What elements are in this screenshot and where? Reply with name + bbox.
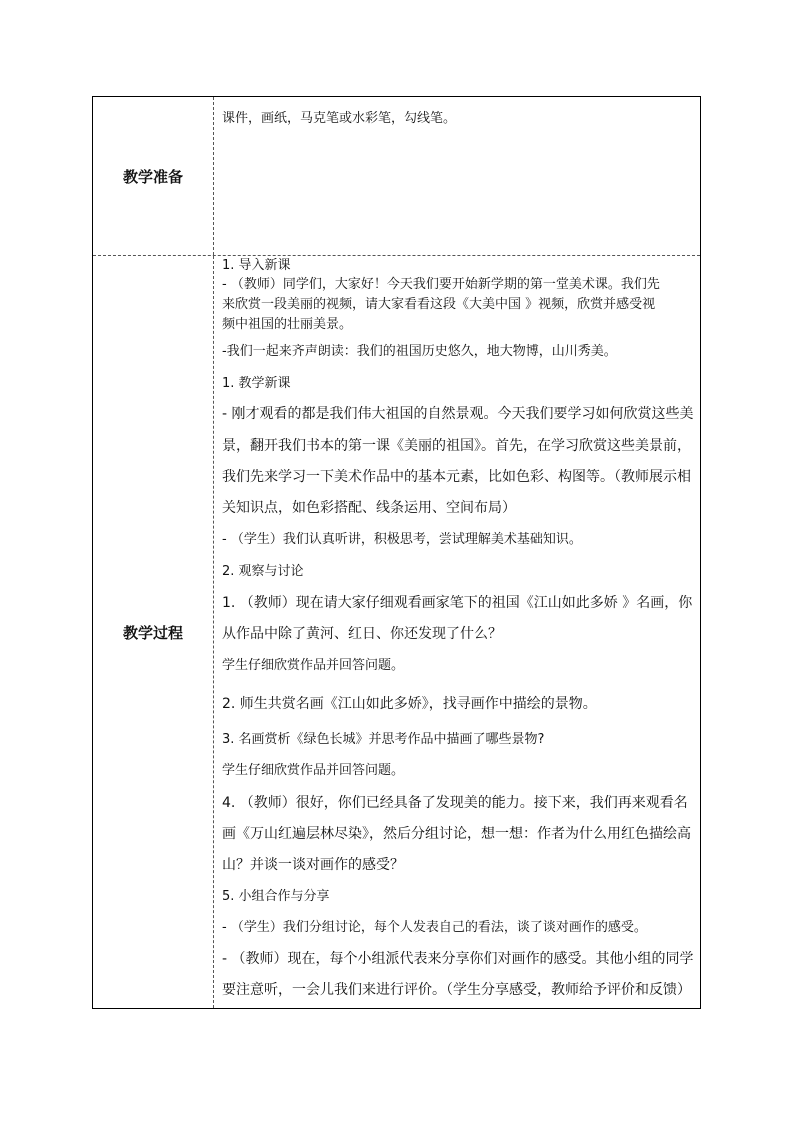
process-line: 1. 教学新课 — [222, 376, 291, 391]
process-line: 来欣赏一段美丽的视频，请大家看看这段《大美中国 》视频，欣赏并感受视 — [222, 297, 656, 312]
teaching-process-label: 教学过程 — [93, 256, 214, 1008]
process-line: 3. 名画赏析《绿色长城》并思考作品中描画了哪些景物? — [222, 732, 545, 747]
process-line: 景，翻开我们书本的第一课《美丽的祖国》。首先，在学习欣赏这些美景前， — [222, 438, 691, 454]
process-line: 频中祖国的壮丽美景。 — [222, 317, 353, 332]
process-line: 学生仔细欣赏作品并回答问题。 — [222, 658, 405, 673]
teaching-process-cell — [214, 256, 700, 1008]
process-line: 1. （教师）现在请大家仔细观看画家笔下的祖国《江山如此多娇 》名画，你 — [222, 595, 693, 611]
process-line: -我们一起来齐声朗读：我们的祖国历史悠久，地大物博，山川秀美。 — [222, 344, 617, 359]
teaching-process-row — [93, 256, 700, 1008]
process-line: 关知识点，如色彩搭配、线条运用、空间布局） — [222, 500, 516, 516]
process-line: - （教师）现在，每个小组派代表来分享你们对画作的感受。其他小组的同学 — [222, 951, 694, 967]
process-line: 1. 导入新课 — [222, 258, 291, 273]
teaching-preparation-row — [93, 97, 700, 256]
process-line: 2. 师生共赏名画《江山如此多娇》，找寻画作中描绘的景物。 — [222, 696, 597, 712]
process-line: - 刚才观看的都是我们伟大祖国的自然景观。今天我们要学习如何欣赏这些美 — [222, 406, 694, 422]
process-line: - （学生）我们认真听讲，积极思考，尝试理解美术基础知识。 — [222, 532, 582, 547]
process-line: 2. 观察与讨论 — [222, 564, 304, 579]
process-line: 我们先来学习一下美术作品中的基本元素，比如色彩、构图等。（教师展示相 — [222, 469, 691, 485]
process-line: 5. 小组合作与分享 — [222, 889, 330, 904]
process-line: 学生仔细欣赏作品并回答问题。 — [222, 763, 405, 778]
process-line: 4. （教师）很好，你们已经具备了发现美的能力。接下来，我们再来观看名 — [222, 795, 688, 811]
process-line: - （教师）同学们，大家好！今天我们要开始新学期的第一堂美术课。我们先 — [222, 277, 660, 292]
teaching-preparation-label: 教学准备 — [93, 97, 214, 255]
teaching-preparation-cell — [214, 97, 700, 255]
lesson-plan-table — [92, 96, 701, 1009]
teaching-preparation-content: 课件，画纸，马克笔或水彩笔，勾线笔。 — [222, 111, 457, 126]
process-line: - （学生）我们分组讨论，每个人发表自己的看法，谈了谈对画作的感受。 — [222, 920, 647, 935]
process-line: 画《万山红遍层林尽染》，然后分组讨论，想一想：作者为什么用红色描绘高 — [222, 826, 691, 842]
process-line: 从作品中除了黄河、红日、你还发现了什么？ — [222, 626, 502, 642]
process-line: 要注意听，一会儿我们来进行评价。（学生分享感受，教师给予评价和反馈） — [222, 982, 691, 998]
process-line: 山？并谈一谈对画作的感受？ — [222, 857, 404, 873]
